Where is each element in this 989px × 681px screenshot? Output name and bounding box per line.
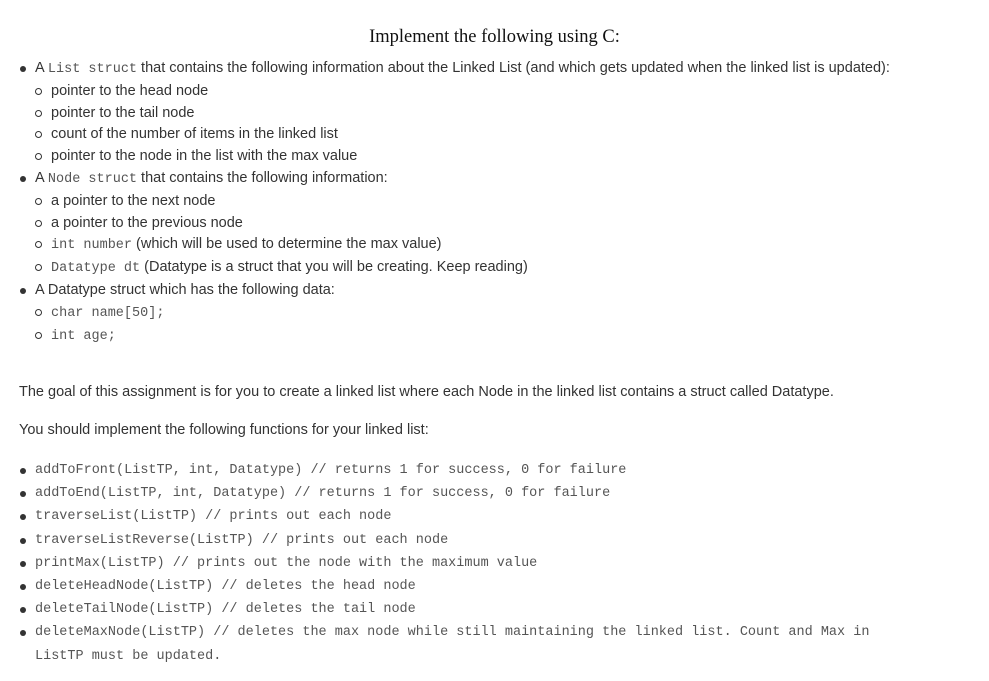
age-field-code: int age;	[51, 328, 116, 344]
node-struct-fields	[35, 191, 899, 280]
function-item: deleteTailNode(ListTP) // deletes the tail node	[19, 598, 899, 621]
function-item: deleteHeadNode(ListTP) // deletes the head node	[19, 575, 899, 598]
list-item	[35, 257, 899, 280]
implement-paragraph: You should implement the following functions for your linked list:	[19, 422, 429, 438]
list-item: pointer to the head node	[35, 81, 899, 103]
function-item: addToFront(ListTP, int, Datatype) // returns 1 for success, 0 for failure	[19, 459, 899, 482]
function-item: addToEnd(ListTP, int, Datatype) // returns 1 for success, 0 for failure	[19, 482, 899, 505]
datatype-field-note: (Datatype is a struct that you will be creating. Keep reading)	[140, 259, 528, 276]
datatype-field-code: Datatype dt	[51, 261, 141, 277]
functions-list	[19, 459, 899, 668]
list-item	[35, 234, 899, 257]
list-struct-prefix: A	[35, 60, 48, 76]
number-field-code: int number	[51, 238, 133, 254]
node-struct-code: Node struct	[47, 171, 138, 187]
function-item: printMax(ListTP) // prints out the node with the maximum value	[19, 552, 899, 575]
list-struct-code: List struct	[47, 62, 138, 77]
node-struct-description: that contains the following information:	[137, 169, 388, 186]
list-struct-fields	[35, 81, 899, 168]
goal-paragraph: The goal of this assignment is for you to create a linked list where each Node in the linked list contains a struct called Datatype.	[19, 384, 834, 400]
function-item: deleteMaxNode(ListTP) // deletes the max node while still maintaining the linked list. Count and Max in ListTP must be updated.	[19, 621, 899, 667]
node-struct-prefix: A	[35, 169, 48, 186]
list-item	[35, 325, 899, 348]
node-struct-item	[19, 168, 899, 280]
function-item: traverseList(ListTP) // prints out each node	[19, 505, 899, 528]
list-struct-description: that contains the following information about the Linked List (and which gets updated when the linked list is updated):	[137, 60, 890, 76]
datatype-struct-fields	[35, 302, 899, 348]
list-item: pointer to the tail node	[35, 103, 899, 125]
datatype-struct-item	[19, 280, 899, 347]
list-item: count of the number of items in the linked list	[35, 124, 899, 146]
list-struct-item	[19, 58, 899, 168]
list-item	[35, 302, 899, 325]
name-field-code: char name[50];	[51, 305, 165, 321]
requirements-list	[19, 58, 899, 347]
list-item: a pointer to the next node	[35, 191, 899, 213]
page-title: Implement the following using C:	[369, 27, 620, 47]
number-field-note: (which will be used to determine the max value)	[132, 236, 442, 253]
list-item: a pointer to the previous node	[35, 213, 899, 235]
function-item: traverseListReverse(ListTP) // prints out each node	[19, 529, 899, 552]
datatype-struct-description: A Datatype struct which has the following data:	[35, 281, 335, 298]
list-item: pointer to the node in the list with the max value	[35, 146, 899, 168]
